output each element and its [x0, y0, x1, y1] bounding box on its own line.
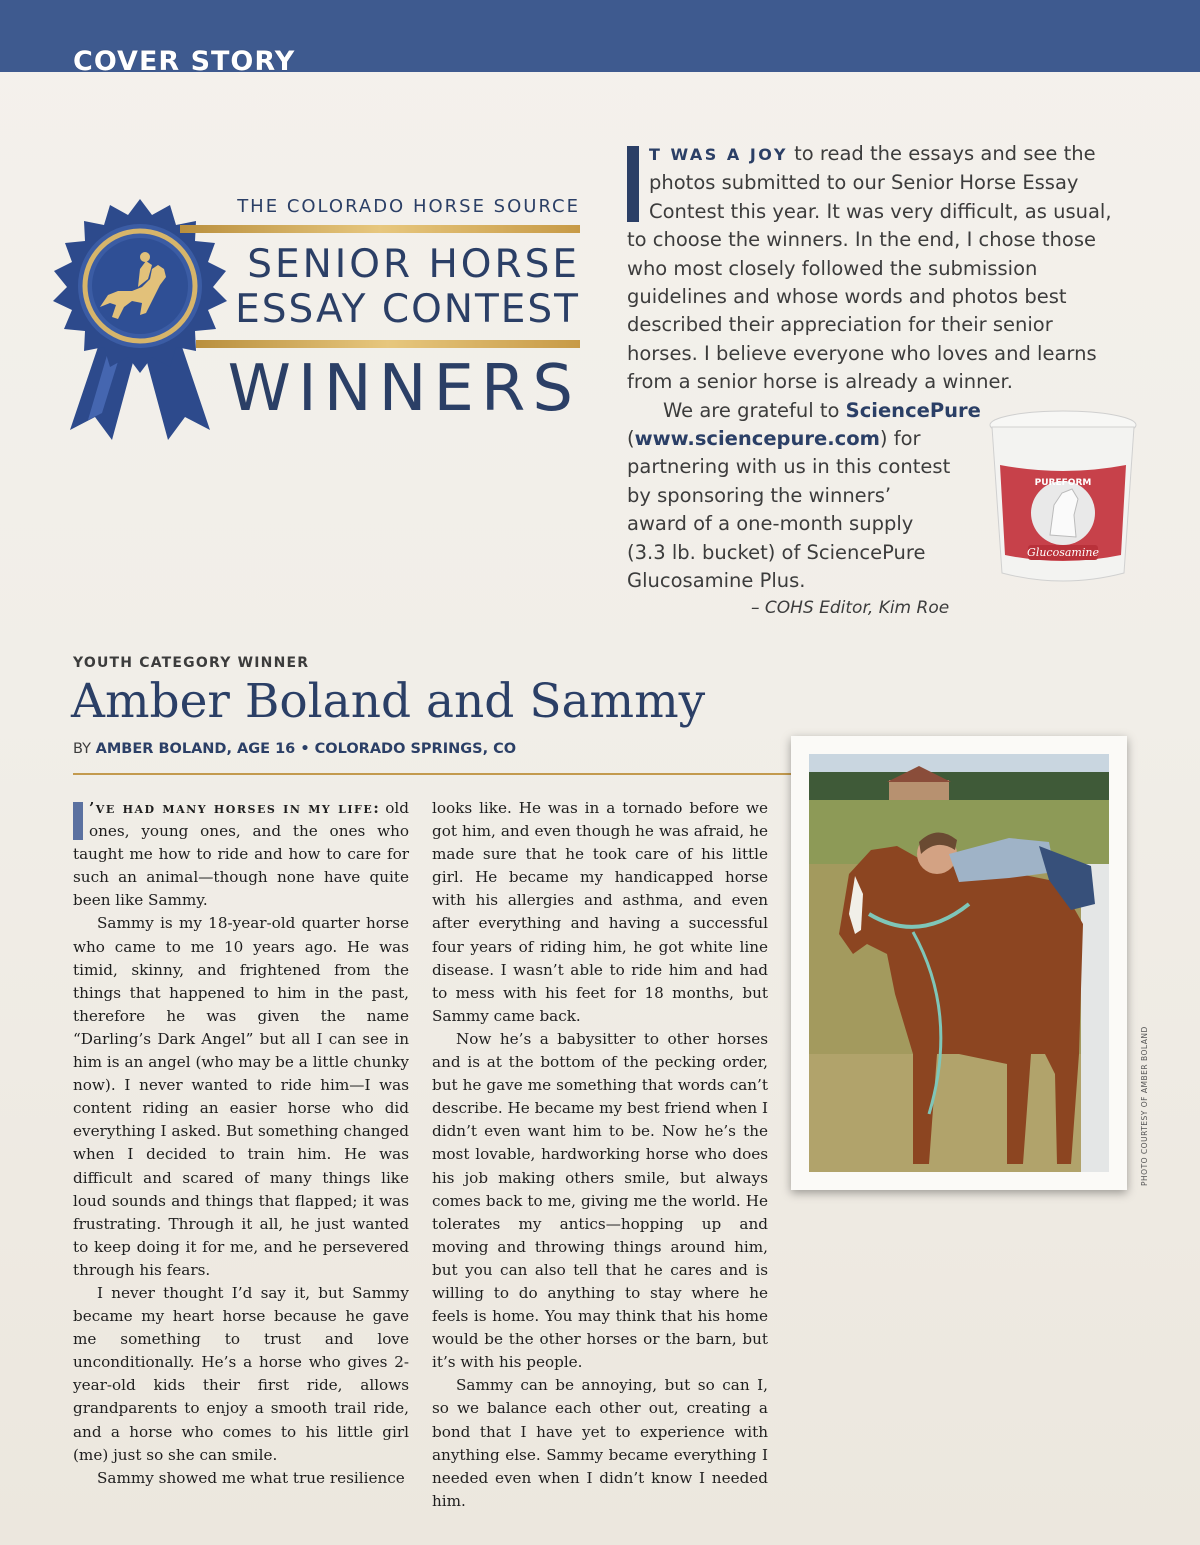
gold-divider: [196, 340, 580, 348]
logo-line-2: ESSAY CONTEST: [235, 287, 580, 332]
article-text: old ones, young ones, and the ones who taught me how to ride and how to care for such an animal—though none have quite been like Sammy.: [73, 799, 409, 910]
article-paragraph: Sammy showed me what true resilience: [97, 1468, 405, 1487]
headline-rule: [73, 773, 791, 775]
horse-photo: [809, 754, 1109, 1172]
intro-text-span: We are grateful to: [663, 398, 846, 422]
product-label: Glucosamine: [1027, 546, 1099, 559]
article-column-1: [73, 797, 409, 1490]
intro-line: award of a one-month supply: [627, 512, 914, 536]
editor-signature: – COHS Editor, Kim Roe: [751, 598, 950, 618]
intro-text-span: (: [627, 427, 635, 451]
gold-divider: [180, 225, 580, 233]
article-paragraph: I never thought I’d say it, but Sammy became my heart horse because he gave me something to trust and love unconditionally. He’s a horse who gives 2-year-old kids their first ride, allows grandparents to enjoy a smooth trail ride, and a horse who comes to his little girl (me) just so she can smile.: [73, 1283, 409, 1464]
drop-cap: [73, 802, 83, 840]
drop-cap: [627, 146, 639, 222]
photo-credit: PHOTO COURTESY OF AMBER BOLAND: [1140, 1026, 1149, 1186]
logo-line-1: SENIOR HORSE: [247, 242, 580, 287]
glucosamine-bucket-image: [988, 405, 1138, 590]
byline-prefix: BY: [73, 741, 96, 757]
photo-frame: [791, 736, 1127, 1190]
product-brand: PUREFORM: [1034, 478, 1092, 488]
article-paragraph: Sammy is my 18-year-old quarter horse who came to me 10 years ago. He was timid, skinny, and frightened from the things that happened to him in the past, therefore he was given the name “Darling’s Dark Angel” but all I can see in him is an angel (who may be a little chunky now). I never wanted to ride him—I was content riding an easier horse who did everything I asked. But something changed when I decided to train him. He was difficult and scared of many things like loud sounds and things that flapped; it was frustrating. Through it all, he just wanted to keep doing it for me, and he persevered through his fears.: [73, 914, 409, 1279]
author-location: • COLORADO SPRINGS, CO: [295, 741, 517, 757]
article-paragraph: Now he’s a babysitter to other horses and is at the bottom of the pecking order, but he gave me something that words can’t describe. He became my best friend when I didn’t even want him to be. Now he’s the most lovable, hardworking horse who does his job making others smile, but always comes back to me, giving me the world. He tolerates my antics—hopping up and moving and throwing things around him, but you can also tell that he cares and is willing to do anything to stay where he feels is home. You may think that his home would be the other horses or the barn, but it’s with his people.: [432, 1029, 768, 1372]
article-lead: ’ve had many horses in my life:: [89, 799, 381, 817]
intro-line: (3.3 lb. bucket) of SciencePure: [627, 540, 926, 564]
article-paragraph: [73, 797, 409, 912]
sponsor-name: SciencePure: [845, 398, 981, 422]
intro-line: partnering with us in this contest: [627, 455, 951, 479]
article-headline: Amber Boland and Sammy: [71, 674, 706, 729]
intro-body: to read the essays and see the photos submitted to our Senior Horse Essay Contest this year. It was very difficult, as usual, to choose the winners. In the end, I chose those who most closely followed the submission guidelines and whose words and photos best described their appreciation for their senior horses. I believe everyone who loves and learns from a senior horse is already a winner.: [627, 142, 1112, 394]
byline: [73, 741, 516, 757]
article-column-2: [432, 797, 768, 1513]
article-paragraph: looks like. He was in a tornado before we got him, and even though he was afraid, he made sure that he took care of his little girl. He became my handicapped horse with his allergies and asthma, and even after everything and having a successful four years of riding him, he got white line disease. I wasn’t able to ride him and had to mess with his feet for 18 months, but Sammy came back.: [432, 799, 768, 1025]
logo-line-3: WINNERS: [227, 352, 580, 426]
intro-line: by sponsoring the winners’: [627, 483, 892, 507]
category-kicker: YOUTH CATEGORY WINNER: [73, 655, 310, 671]
intro-text-span: ) for: [879, 427, 921, 451]
intro-paragraph-1: [627, 140, 1117, 397]
logo-subtitle: THE COLORADO HORSE SOURCE: [237, 196, 580, 217]
intro-line: Glucosamine Plus.: [627, 569, 806, 593]
sponsor-url: www.sciencepure.com: [634, 427, 880, 451]
author-name: AMBER BOLAND, AGE 16: [95, 741, 296, 757]
section-label: COVER STORY: [73, 46, 296, 77]
article-paragraph: Sammy can be annoying, but so can I, so we balance each other out, creating a bond that I have yet to experience with anything else. Sammy became everything I needed even when I didn’t know I needed him.: [432, 1376, 768, 1510]
intro-lead: T WAS A JOY: [649, 145, 788, 164]
